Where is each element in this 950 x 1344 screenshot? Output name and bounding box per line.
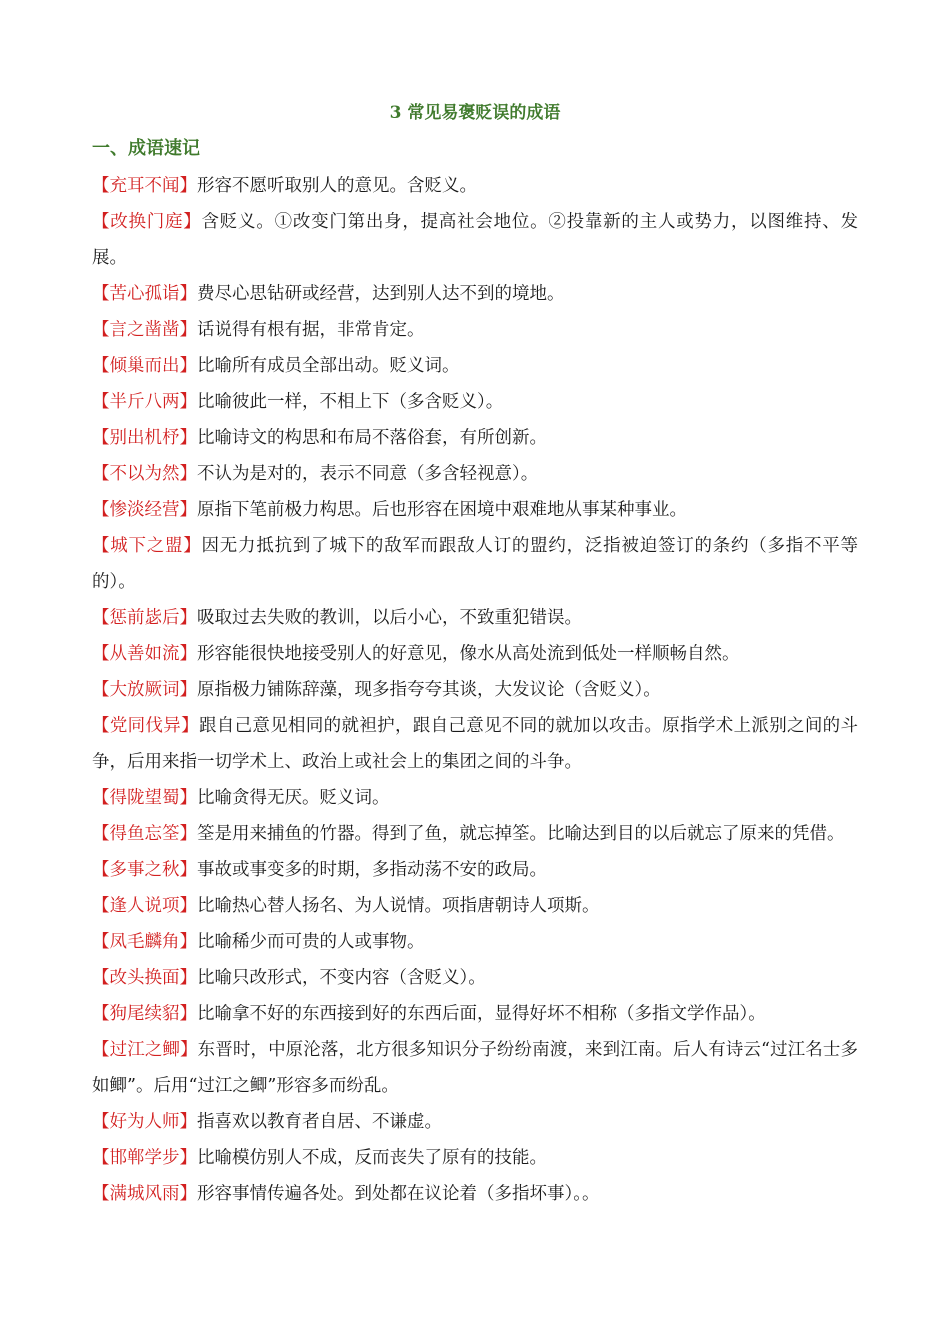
idiom-entry [92, 708, 858, 780]
idiom-term: 【过江之鲫】 [92, 1040, 198, 1060]
document-page [92, 98, 858, 1212]
idiom-definition: 筌是用来捕鱼的竹器。得到了鱼，就忘掉筌。比喻达到目的以后就忘了原来的凭借。 [197, 824, 845, 844]
idiom-definition: 含贬义。①改变门第出身，提高社会地位。②投靠新的主人或势力，以图维持、发展。 [92, 212, 859, 268]
idiom-entry [92, 1032, 858, 1104]
idiom-definition: 比喻诗文的构思和布局不落俗套，有所创新。 [197, 428, 547, 448]
idiom-definition: 比喻稀少而可贵的人或事物。 [197, 932, 425, 952]
idiom-definition: 不认为是对的，表示不同意（多含轻视意）。 [197, 464, 539, 484]
idiom-term: 【惨淡经营】 [92, 500, 197, 520]
idiom-entry [92, 600, 858, 636]
idiom-entry [92, 384, 858, 420]
idiom-term: 【苦心孤诣】 [92, 284, 197, 304]
idiom-definition: 比喻热心替人扬名、为人说情。项指唐朝诗人项斯。 [197, 896, 600, 916]
idiom-definition: 费尽心思钻研或经营，达到别人达不到的境地。 [197, 284, 565, 304]
idiom-definition: 话说得有根有据，非常肯定。 [197, 320, 425, 340]
idiom-term: 【满城风雨】 [92, 1184, 197, 1204]
idiom-definition: 比喻贪得无厌。贬义词。 [197, 788, 390, 808]
idiom-definition: 事故或事变多的时期，多指动荡不安的政局。 [197, 860, 547, 880]
idiom-definition: 跟自己意见相同的就袒护，跟自己意见不同的就加以攻击。原指学术上派别之间的斗争，后用来指一切学术上、政治上或社会上的集团之间的斗争。 [92, 716, 859, 772]
idiom-entry [92, 888, 858, 924]
idiom-term: 【别出机杼】 [92, 428, 197, 448]
idiom-term: 【改头换面】 [92, 968, 197, 988]
idiom-entry [92, 672, 858, 708]
idiom-term: 【从善如流】 [92, 644, 197, 664]
idiom-term: 【惩前毖后】 [92, 608, 197, 628]
idiom-entry [92, 420, 858, 456]
idiom-definition: 原指极力铺陈辞藻，现多指夸夸其谈，大发议论（含贬义）。 [197, 680, 661, 700]
idiom-term: 【邯郸学步】 [92, 1148, 197, 1168]
idiom-term: 【得陇望蜀】 [92, 788, 197, 808]
idiom-entry [92, 924, 858, 960]
idiom-definition: 指喜欢以教育者自居、不谦虚。 [197, 1112, 442, 1132]
idiom-entry [92, 492, 858, 528]
idiom-definition: 比喻拿不好的东西接到好的东西后面，显得好坏不相称（多指文学作品）。 [197, 1004, 766, 1024]
idiom-definition: 原指下笔前极力构思。后也形容在困境中艰难地从事某种事业。 [197, 500, 687, 520]
idiom-term: 【不以为然】 [92, 464, 197, 484]
idiom-entry [92, 636, 858, 672]
idiom-entry [92, 960, 858, 996]
idiom-definition: 吸取过去失败的教训，以后小心，不致重犯错误。 [197, 608, 582, 628]
idiom-definition: 比喻彼此一样，不相上下（多含贬义）。 [197, 392, 504, 412]
idiom-entry [92, 780, 858, 816]
idiom-definition: 东晋时，中原沦落，北方很多知识分子纷纷南渡，来到江南。后人有诗云“过江名士多如鲫”。后用“过江之鲫”形容多而纷乱。 [92, 1040, 858, 1096]
idiom-entry [92, 168, 858, 204]
section-heading: 一、成语速记 [92, 138, 200, 159]
idiom-term: 【凤毛麟角】 [92, 932, 197, 952]
idiom-term: 【言之凿凿】 [92, 320, 197, 340]
idiom-entry [92, 348, 858, 384]
idiom-term: 【多事之秋】 [92, 860, 197, 880]
idiom-term: 【充耳不闻】 [92, 176, 197, 196]
idiom-definition: 比喻所有成员全部出动。贬义词。 [197, 356, 460, 376]
idiom-entry [92, 528, 858, 600]
idiom-list [92, 168, 858, 1212]
idiom-entry [92, 1140, 858, 1176]
idiom-entry [92, 1104, 858, 1140]
idiom-entry [92, 204, 858, 276]
idiom-term: 【党同伐异】 [92, 716, 199, 736]
idiom-entry [92, 276, 858, 312]
idiom-term: 【城下之盟】 [92, 536, 202, 556]
idiom-term: 【得鱼忘筌】 [92, 824, 197, 844]
idiom-definition: 形容不愿听取别人的意见。含贬义。 [197, 176, 477, 196]
idiom-term: 【大放厥词】 [92, 680, 197, 700]
idiom-definition: 形容事情传遍各处。到处都在议论着（多指坏事）。。 [197, 1184, 600, 1204]
idiom-definition: 比喻只改形式，不变内容（含贬义）。 [197, 968, 486, 988]
idiom-term: 【逢人说项】 [92, 896, 197, 916]
idiom-entry [92, 312, 858, 348]
idiom-term: 【狗尾续貂】 [92, 1004, 197, 1024]
idiom-term: 【半斤八两】 [92, 392, 197, 412]
idiom-term: 【改换门庭】 [92, 212, 202, 232]
idiom-definition: 因无力抵抗到了城下的敌军而跟敌人订的盟约，泛指被迫签订的条约（多指不平等的）。 [92, 536, 859, 592]
idiom-definition: 形容能很快地接受别人的好意见，像水从高处流到低处一样顺畅自然。 [197, 644, 740, 664]
idiom-entry [92, 852, 858, 888]
idiom-entry [92, 816, 858, 852]
document-title: 3 常见易褒贬误的成语 [389, 103, 561, 123]
idiom-entry [92, 996, 858, 1032]
idiom-entry [92, 1176, 858, 1212]
idiom-entry [92, 456, 858, 492]
idiom-definition: 比喻模仿别人不成，反而丧失了原有的技能。 [197, 1148, 547, 1168]
idiom-term: 【好为人师】 [92, 1112, 197, 1132]
idiom-term: 【倾巢而出】 [92, 356, 197, 376]
